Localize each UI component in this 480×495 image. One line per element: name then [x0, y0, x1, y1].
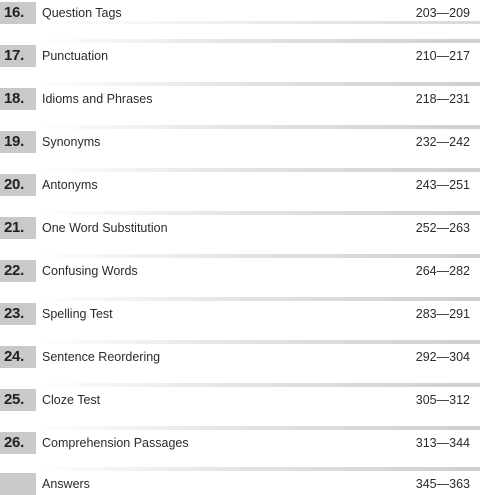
page-range: 305—312	[415, 393, 470, 407]
toc-entry-26	[0, 432, 480, 454]
row-rule	[36, 168, 480, 172]
page-range: 243—251	[415, 178, 470, 192]
toc-entry-19	[0, 131, 480, 153]
page-range: 345—363	[415, 477, 470, 491]
chapter-number: 21.	[4, 219, 24, 236]
chapter-number-box	[0, 217, 36, 239]
row-rule	[36, 426, 480, 430]
chapter-title: One Word Substitution	[42, 221, 168, 235]
chapter-title: Answers	[42, 477, 90, 491]
toc-entry-25	[0, 389, 480, 411]
chapter-number-box	[0, 174, 36, 196]
chapter-number: 23.	[4, 305, 24, 322]
chapter-number-box	[0, 45, 36, 67]
row-rule	[36, 383, 480, 387]
chapter-number: 24.	[4, 348, 24, 365]
row-rule	[36, 297, 480, 301]
chapter-title: Synonyms	[42, 135, 101, 149]
page-range: 218—231	[415, 92, 470, 106]
chapter-title: Spelling Test	[42, 307, 113, 321]
chapter-number: 19.	[4, 133, 24, 150]
chapter-number: 18.	[4, 90, 24, 107]
row-rule	[36, 254, 480, 258]
page-range: 210—217	[415, 49, 470, 63]
chapter-number-box	[0, 473, 36, 495]
chapter-number-box	[0, 131, 36, 153]
chapter-title: Sentence Reordering	[42, 350, 161, 364]
row-rule	[36, 340, 480, 344]
chapter-title: Cloze Test	[42, 393, 101, 407]
chapter-number: 25.	[4, 391, 24, 408]
chapter-number-box	[0, 346, 36, 368]
chapter-number-box	[0, 303, 36, 325]
chapter-number: 22.	[4, 262, 24, 279]
chapter-number: 16.	[4, 4, 24, 21]
chapter-number: 17.	[4, 47, 24, 64]
chapter-number: 26.	[4, 434, 24, 451]
row-rule	[36, 21, 480, 24]
chapter-title: Confusing Words	[42, 264, 138, 278]
chapter-title: Antonyms	[42, 178, 98, 192]
toc-entry-18	[0, 88, 480, 110]
row-rule	[36, 467, 480, 471]
chapter-number: 20.	[4, 176, 24, 193]
row-rule	[36, 211, 480, 215]
toc-entry-23	[0, 303, 480, 325]
chapter-title: Comprehension Passages	[42, 436, 189, 450]
chapter-title: Punctuation	[42, 49, 109, 63]
toc-entry-16	[0, 2, 480, 24]
chapter-number-box	[0, 2, 36, 24]
chapter-title: Question Tags	[42, 6, 122, 20]
toc-entry-24	[0, 346, 480, 368]
chapter-number-box	[0, 432, 36, 454]
chapter-number-box	[0, 260, 36, 282]
toc-entry-21	[0, 217, 480, 239]
toc-entry-22	[0, 260, 480, 282]
page-range: 313—344	[415, 436, 470, 450]
row-rule	[36, 82, 480, 86]
chapter-number-box	[0, 389, 36, 411]
page-range: 252—263	[415, 221, 470, 235]
toc-entry-17	[0, 45, 480, 67]
page-range: 292—304	[415, 350, 470, 364]
page-range: 264—282	[415, 264, 470, 278]
page-range: 283—291	[415, 307, 470, 321]
page-range: 203—209	[415, 6, 470, 20]
row-rule	[36, 125, 480, 129]
chapter-title: Idioms and Phrases	[42, 92, 153, 106]
page-range: 232—242	[415, 135, 470, 149]
toc-entry-20	[0, 174, 480, 196]
row-rule	[36, 39, 480, 43]
chapter-number-box	[0, 88, 36, 110]
toc-entry-answers	[0, 473, 480, 495]
